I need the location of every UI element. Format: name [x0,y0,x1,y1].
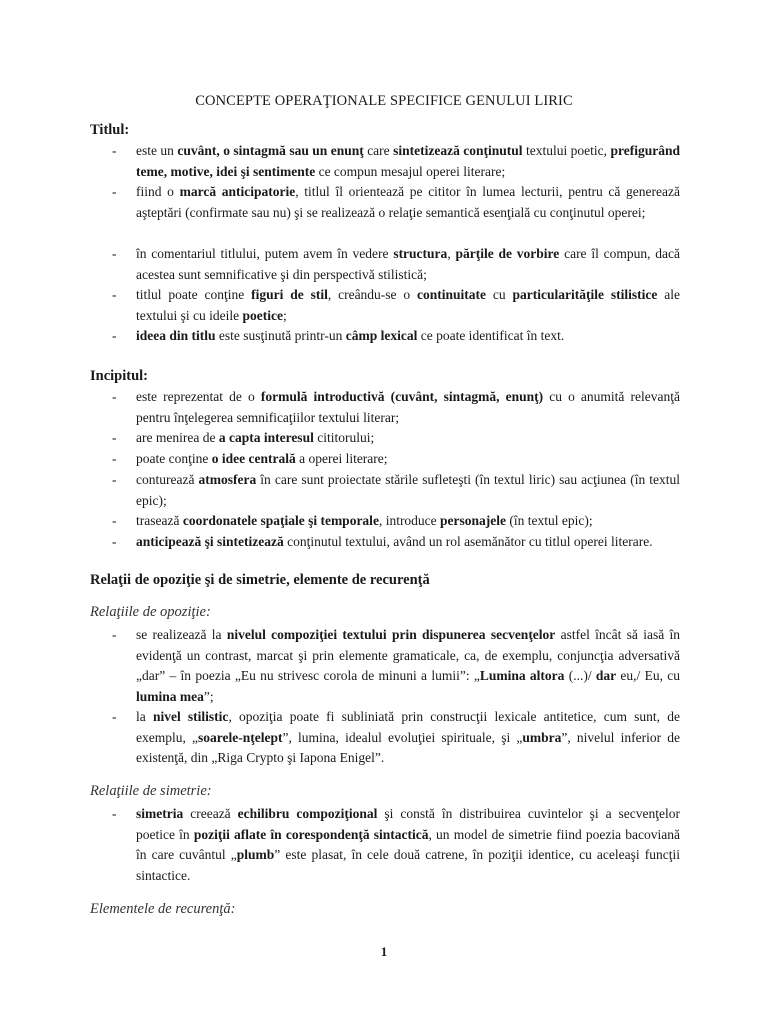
text-run: care îl compun, dacă acestea sunt semnificative şi din perspectivă stilistică; [136,246,681,282]
text-run: ”, lumina, idealul evoluţiei spirituale, şi „ [282,729,523,745]
bullet-dash: - [112,513,117,528]
text-run: conţinutul textului, având un rol asemănător cu titlul operei literare. [283,534,653,549]
bullet-dash: - [112,389,117,404]
text-run: este reprezentat de o [136,389,261,404]
bold-text-run: poziţii aflate în corespondenţă sintactică [193,826,429,842]
text-run: a operei literare; [295,451,388,466]
text-run: în comentariul titlului, putem avem în vedere [136,246,394,261]
bold-text-run: cuvânt, o sintagmă sau un enunţ [177,143,364,158]
text-run: , [447,246,456,261]
list-item-text [136,428,680,449]
list-item-text [136,804,680,886]
bullet-dash: - [112,472,117,487]
bullet-dash: - [112,287,117,302]
bold-text-run: simetria [136,806,184,821]
text-run: titlul poate conţine [136,287,252,302]
bold-text-run: prefigurând teme, motive, idei şi sentimente [136,143,680,179]
bold-text-run: coordonatele spaţiale şi temporale [182,513,379,528]
text-run: , un model de simetrie fiind poezia bacoviană în care cuvântul „ [136,826,680,862]
list-item-text [136,326,680,347]
list-item-text [136,285,680,326]
list-item-text [136,141,680,182]
text-run: creează [183,806,238,821]
text-run: cu [486,287,513,302]
bold-text-run: anticipează şi sintetizează [136,534,284,549]
bullet-dash: - [112,627,117,642]
list-item-text [136,244,680,285]
text-run: ce poate identificat în text. [417,328,565,343]
bold-text-run: continuitate [417,287,487,302]
bold-text-run: umbra [522,729,562,745]
text-run: , introduce [378,513,441,528]
text-run: se realizează la [136,627,227,642]
bold-text-run: atmosfera [198,472,257,487]
text-run: , opoziţia poate fi subliniată prin construcţii lexicale antitetice, cum sunt, de exemplu, „ [136,709,681,745]
bold-text-run: nivelul compoziţiei textului prin dispunerea secvenţelor [226,627,556,642]
bold-text-run: marcă anticipatorie [179,184,296,199]
bold-text-run: o idee centrală [211,451,296,466]
bold-text-run: particularităţile stilistice [512,287,658,302]
bold-text-run: Lumina altora [479,668,565,683]
bold-text-run: nivel stilistic [152,709,229,724]
bold-text-run: plumb [236,847,275,862]
bullet-dash: - [112,184,117,199]
text-run: astfel încât să iasă în evidenţă un contrast, marcat şi prin elemente gramaticale, ca, de exemplu, conjuncţia adversativă „dar” – în poezia „Eu nu strivesc corola de minuni a lumii”: „ [136,627,680,683]
bold-text-run: sintetizează conţinutul [393,143,523,158]
text-run: , creându-se o [327,287,418,302]
list-item-text [136,625,680,707]
text-run: ” este plasat, în cele două catrene, în poziţii identice, cu aceleaşi funcţii sintactice. [136,847,680,883]
bullet-dash: - [112,430,117,445]
bullet-dash: - [112,328,117,343]
bold-text-run: a capta interesul [218,430,314,445]
bold-text-run: formulă introductivă (cuvânt, sintagmă, enunţ) [260,389,544,404]
bullet-dash: - [112,709,117,724]
bold-text-run: părţile de vorbire [455,246,560,261]
bold-text-run: personajele [440,513,507,528]
bullet-dash: - [112,143,117,158]
text-run: conturează [136,472,199,487]
bold-text-run: echilibru compoziţional [237,806,378,821]
text-run: în care sunt proiectate stările sufleteşti (în textul liric) sau acţiunea (în textul epic); [136,472,680,508]
bold-text-run: câmp lexical [345,328,418,343]
list-item-text [136,707,680,769]
text-run: ”, nivelul inferior de existenţă, din „Riga Crypto şi Iapona Enigel”. [136,729,680,765]
bullet-dash: - [112,246,117,261]
bold-text-run: ideea din titlu [136,328,216,343]
text-run: textului poetic, [522,143,611,158]
text-run: eu,/ Eu, cu [616,668,680,683]
page-title: CONCEPTE OPERAŢIONALE SPECIFICE GENULUI LIRIC [195,93,573,109]
bold-text-run: poetice [242,307,283,323]
bullet-dash: - [112,451,117,466]
text-run: este un [136,143,178,158]
text-run: trasează [136,513,183,528]
page-number: 1 [380,944,388,959]
text-run: (în textul epic); [506,513,593,528]
text-run: şi constă în distribuirea cuvintelor şi a secvenţelor poetice în [136,806,681,842]
list-item-text [136,182,680,223]
text-run: ale textului şi cu ideile [136,287,680,323]
text-run: care [363,143,394,158]
section-heading-incipitul: Incipitul: [90,368,149,384]
text-run: ; [282,307,287,323]
text-run: fiind o [136,184,180,199]
text-run: ”; [203,688,214,704]
bullet-dash: - [112,806,117,821]
subsection-heading-recurenta: Elementele de recurenţă: [90,901,236,917]
text-run: cu o anumită relevanţă pentru înţelegerea semnificaţiilor textului literar; [136,389,681,425]
bold-text-run: figuri de stil [251,287,328,302]
list-item-text [136,470,680,511]
text-run: ce compun mesajul operei literare; [315,163,506,179]
text-run: poate conţine [136,451,212,466]
text-run: la [136,709,153,724]
text-run: (...)/ [564,668,596,683]
bold-text-run: dar [595,668,617,683]
text-run: cititorului; [313,430,375,445]
subsection-heading-simetrie: Relaţiile de simetrie: [90,783,212,799]
bold-text-run: soarele-nţelept [198,729,283,745]
list-item-text [136,511,680,532]
text-run: este susţinută printr-un [215,328,346,343]
bold-text-run: structura [393,246,448,261]
list-item-text [136,449,680,470]
subsection-heading-opozitie: Relaţiile de opoziţie: [90,604,211,620]
list-item-text [136,387,680,428]
section-heading-relatii: Relaţii de opoziţie şi de simetrie, elemente de recurenţă [90,572,430,588]
section-heading-titlul: Titlul: [90,122,130,138]
list-item-text [136,532,680,553]
text-run: , titlul îl orientează pe cititor în lumea lecturii, pentru că generează aşteptări (confirmate sau nu) şi se realizează o relaţie semantică esenţială cu conţinutul operei; [136,184,680,220]
bullet-dash: - [112,534,117,549]
text-run: are menirea de [136,430,219,445]
bold-text-run: lumina mea [136,688,204,704]
